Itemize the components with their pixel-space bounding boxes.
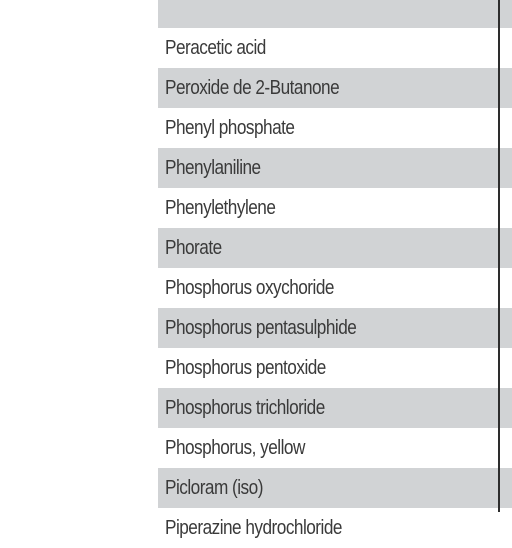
chemical-name: Phosphorus trichloride bbox=[165, 397, 325, 419]
table-row bbox=[158, 228, 512, 268]
chemical-name: Phosphorus oxychoride bbox=[165, 277, 334, 299]
table-row bbox=[158, 388, 512, 428]
chemical-name: Phenylaniline bbox=[165, 157, 261, 179]
chemical-name: Phorate bbox=[165, 237, 222, 259]
table-row bbox=[158, 268, 512, 308]
table-row bbox=[158, 428, 512, 468]
chemical-name bbox=[165, 0, 449, 28]
chemical-name: Phenyl phosphate bbox=[165, 117, 295, 139]
chemical-name: Phosphorus pentoxide bbox=[165, 357, 326, 379]
table-row bbox=[158, 68, 512, 108]
table-row bbox=[158, 108, 512, 148]
chemical-table bbox=[158, 0, 512, 548]
table-row bbox=[158, 28, 512, 68]
table-row bbox=[158, 0, 512, 28]
table-row bbox=[158, 188, 512, 228]
chemical-name: Peroxide de 2-Butanone bbox=[165, 77, 340, 99]
chemical-name: Peracetic acid bbox=[165, 37, 266, 59]
chemical-name: Picloram (iso) bbox=[165, 477, 263, 499]
table-row bbox=[158, 508, 512, 548]
chemical-name: Phosphorus pentasulphide bbox=[165, 317, 357, 339]
chemical-name: Piperazine hydrochloride bbox=[165, 517, 342, 539]
column-divider bbox=[498, 0, 500, 512]
table-row bbox=[158, 348, 512, 388]
table-row bbox=[158, 148, 512, 188]
table-row bbox=[158, 308, 512, 348]
chemical-name: Phenylethylene bbox=[165, 197, 276, 219]
chemical-name: Phosphorus, yellow bbox=[165, 437, 305, 459]
table-row bbox=[158, 468, 512, 508]
